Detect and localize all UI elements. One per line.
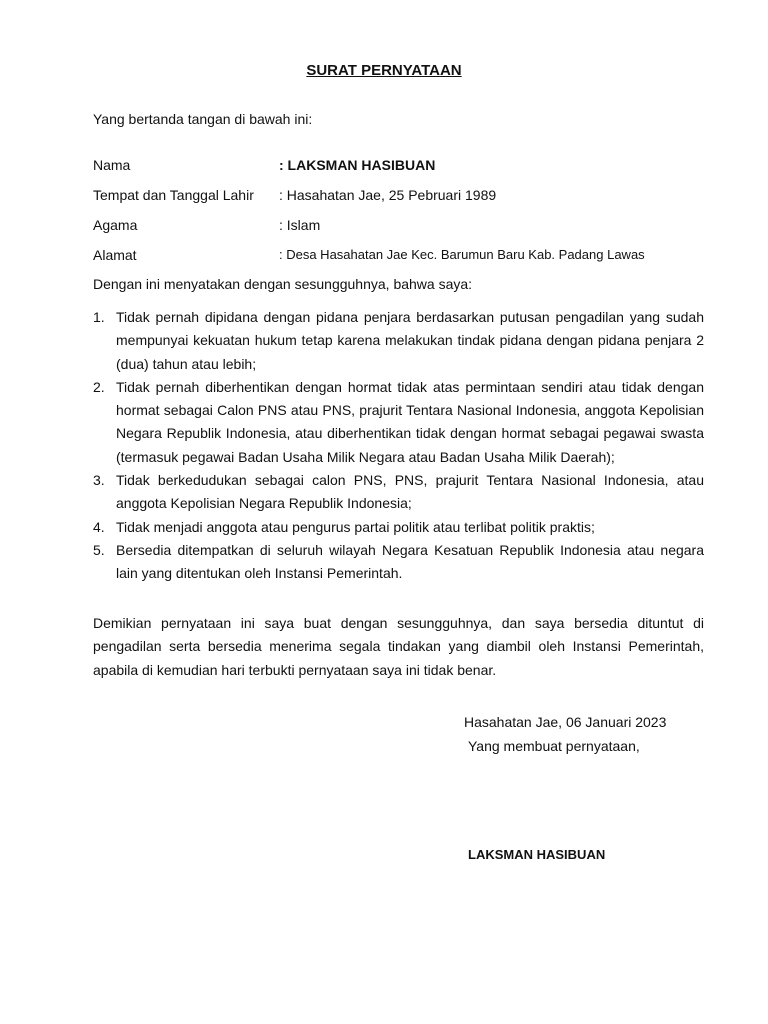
statement-item [93,469,704,516]
field-value: : Desa Hasahatan Jae Kec. Barumun Baru Kab. Padang Lawas [279,247,645,262]
statement-text: Tidak pernah diberhentikan dengan hormat tidak atas permintaan sendiri atau tidak dengan hormat sebagai Calon PNS atau PNS, prajurit Tentara Nasional Indonesia, anggota Kepolisian Negara Republik Indonesia, atau diberhentikan tidak dengan hormat sebagai pegawai swasta (termasuk pegawai Badan Usaha Milik Negara atau Badan Usaha Milik Daerah); [116,378,704,465]
field-value: : Hasahatan Jae, 25 Pebruari 1989 [279,187,497,203]
field-label: Alamat [93,247,137,263]
statement-item [93,376,704,469]
field-birth [93,187,713,207]
statement-text: Bersedia ditempatkan di seluruh wilayah Negara Kesatuan Republik Indonesia atau negara lain yang ditentukan oleh Instansi Pemerintah. [116,541,704,582]
field-name [93,157,713,177]
field-value: : LAKSMAN HASIBUAN [279,157,436,173]
field-label: Nama [93,157,131,173]
field-address [93,247,713,267]
declaration-intro: Dengan ini menyatakan dengan sesungguhnya, bahwa saya: [93,276,473,292]
statement-number: 5. [93,541,105,558]
intro-text: Yang bertanda tangan di bawah ini: [93,111,313,127]
statement-number: 3. [93,472,105,489]
statement-list [93,306,704,586]
statement-item [93,539,704,586]
maker-label: Yang membuat pernyataan, [468,738,640,754]
statement-text: Tidak menjadi anggota atau pengurus partai politik atau terlibat politik praktis; [116,518,595,535]
document-title: SURAT PERNYATAAN [306,62,462,79]
statement-item [93,516,704,539]
statement-number: 4. [93,518,105,535]
field-value: : Islam [279,217,321,233]
statement-number: 2. [93,378,105,395]
field-label: Agama [93,217,138,233]
place-date: Hasahatan Jae, 06 Januari 2023 [464,714,667,730]
statement-text: Tidak pernah dipidana dengan pidana penjara berdasarkan putusan pengadilan yang sudah mempunyai kekuatan hukum tetap karena melakukan tindak pidana dengan pidana penjara 2 (dua) tahun atau lebih; [116,309,704,372]
statement-text: Tidak berkedudukan sebagai calon PNS, PNS, prajurit Tentara Nasional Indonesia, atau anggota Kepolisian Negara Republik Indonesia; [116,472,704,512]
closing-paragraph: Demikian pernyataan ini saya buat dengan sesungguhnya, dan saya bersedia dituntut di pengadilan serta bersedia menerima segala tindakan yang diambil oleh Instansi Pemerintah, apabila di kemudian hari terbukti pernyataan saya ini tidak benar. [93,615,704,678]
signer-name: LAKSMAN HASIBUAN [468,847,606,862]
field-religion [93,217,713,237]
field-label: Tempat dan Tanggal Lahir [93,187,254,203]
statement-item [93,306,704,376]
statement-number: 1. [93,309,105,325]
